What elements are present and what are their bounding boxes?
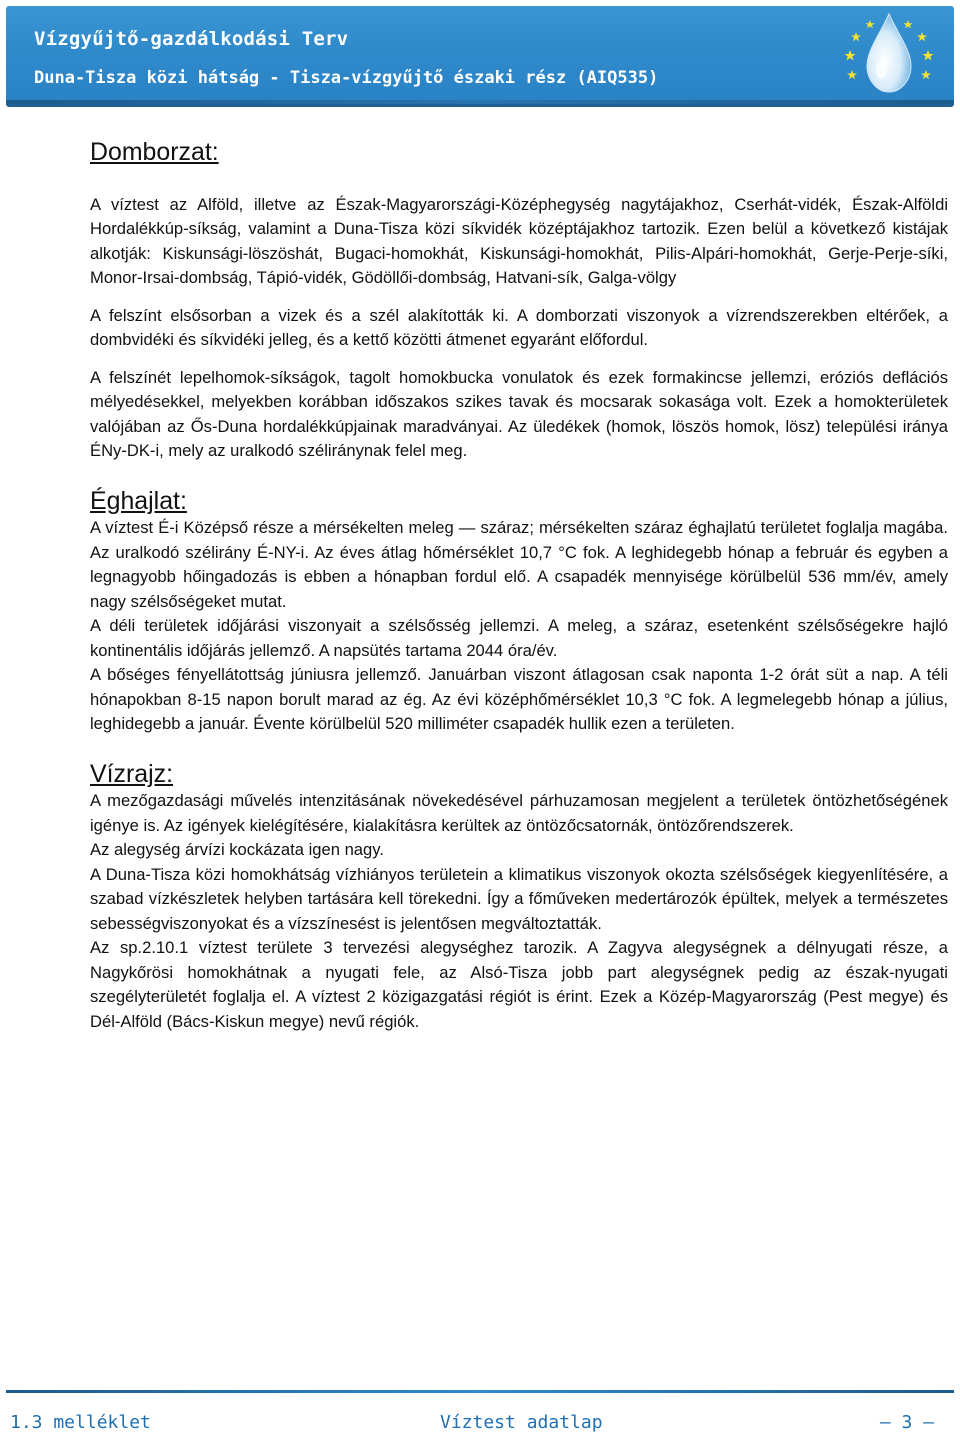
paragraph-domborzat-2: A felszínt elsősorban a vizek és a szél alakították ki. A domborzati viszonyok a vízrendszerekben eltérőek, a dombvidéki és síkvidéki jelleg, és a kettő közötti átmenet egyaránt előfordul.	[90, 305, 948, 349]
water-drop-eu-stars-logo-icon	[834, 10, 944, 100]
footer-appendix-label: 1.3 melléklet	[10, 1412, 151, 1433]
section-heading-eghajlat: Éghajlat:	[90, 486, 187, 515]
section-heading-vizrajz: Vízrajz:	[90, 759, 173, 788]
paragraph-eghajlat-2: A déli területek időjárási viszonyait a szélsősség jellemzi. A meleg, a száraz, esetenként szélsőségekre hajló kontinentális időjárás jellemző. A napsütés tartama 2044 óra/év.	[90, 616, 948, 660]
paragraph-vizrajz-1: A mezőgazdasági művelés intenzitásának növekedésével párhuzamosan megjelent a területek öntözhetőségének igénye is. Az igények kielégítésére, kialakításra kerültek az öntözőcsatornák, öntözőrendszerek.	[90, 791, 948, 835]
paragraph-eghajlat-1: A víztest É-i Középső része a mérsékelten meleg — száraz; mérsékelten száraz éghajlatú területet foglalja magába. Az uralkodó szélirány É-NY-i. Az éves átlag hőmérséklet 10,7 °C fok. A leghidegebb hónap a február és egyben a legnagyobb hőingadozás is ebben a hónapban fordul elő. A csapadék mennyisége körülbelül 536 mm/év, amely nagy szélsőségeket mutat.	[90, 518, 948, 611]
paragraph-vizrajz-3: A Duna-Tisza közi homokhátság vízhiányos területein a klimatikus viszonyok okozta szélsőségek kiegyenlítésére, a szabad vízkészletek helyben tartására kell törekedni. Így a főműveken medertározók épültek, melyek a természetes sebességviszonyokat és a vízszínesést is jelentősen megváltoztatták.	[90, 864, 948, 933]
footer-page-number: — 3 —	[879, 1412, 934, 1433]
header-title: Vízgyűjtő-gazdálkodási Terv	[34, 28, 349, 50]
footer-divider	[6, 1390, 954, 1393]
section-heading-domborzat: Domborzat:	[90, 138, 219, 166]
paragraph-domborzat-3: A felszínét lepelhomok-síkságok, tagolt homokbucka vonulatok és ezek formakincse jellemzi, eróziós deflációs mélyedésekkel, melyekben korábban időszakos szikes tavak és mocsarak sokasága volt. Ezek a homokterületek valójában az Ős-Duna hordalékkúpjainak maradványai. Az üledékek (homok, löszös homok, lösz) települési iránya ÉNy-DK-i, mely az uralkodó széliránynak felel meg.	[90, 367, 948, 460]
page-footer	[0, 1412, 960, 1438]
paragraph-domborzat-1: A víztest az Alföld, illetve az Észak-Magyarországi-Középhegység nagytájakhoz, Cserhát-vidék, Észak-Alföldi Hordalékkúp-síkság, valamint a Duna-Tisza közi síkvidék középtájakhoz tartozik. Ezen belül a következő kistájak alkotják: Kiskunsági-löszöshát, Bugaci-homokhát, Kiskunsági-homokhát, Pilis-Alpári-homokhát, Gerje-Perje-síki, Monor-Irsai-dombság, Tápió-vidék, Gödöllői-dombság, Hatvani-sík, Galga-völgy	[90, 194, 948, 287]
page-header-banner	[6, 6, 954, 104]
document-body	[90, 140, 948, 1034]
paragraph-eghajlat-3: A bőséges fényellátottság júniusra jellemző. Januárban viszont átlagosan csak naponta 1-2 órát süt a nap. A téli hónapokban 8-15 napon borult marad az ég. Az évi középhőmérséklet 10,3 °C fok. A legmelegebb hónap a július, leghidegebb a január. Évente körülbelül 520 milliméter csapadék hullik ezen a területen.	[90, 665, 948, 733]
paragraph-vizrajz-2: Az alegység árvízi kockázata igen nagy.	[90, 840, 384, 859]
header-subtitle: Duna-Tisza közi hátság - Tisza-vízgyűjtő északi rész (AIQ535)	[34, 68, 659, 88]
paragraph-vizrajz-4: Az sp.2.10.1 víztest területe 3 tervezési alegységhez tarozik. A Zagyva alegységnek a délnyugati része, a Nagykőrösi homokhátnak a nyugati fele, az Alsó-Tisza jobb part alegységnek pedig az észak-nyugati szegélyterületét foglalja el. A víztest 2 közigazgatási régiót is érint. Ezek a Közép-Magyarország (Pest megye) és Dél-Alföld (Bács-Kiskun megye) nevű régiók.	[90, 938, 948, 1031]
footer-document-label: Víztest adatlap	[440, 1412, 603, 1433]
